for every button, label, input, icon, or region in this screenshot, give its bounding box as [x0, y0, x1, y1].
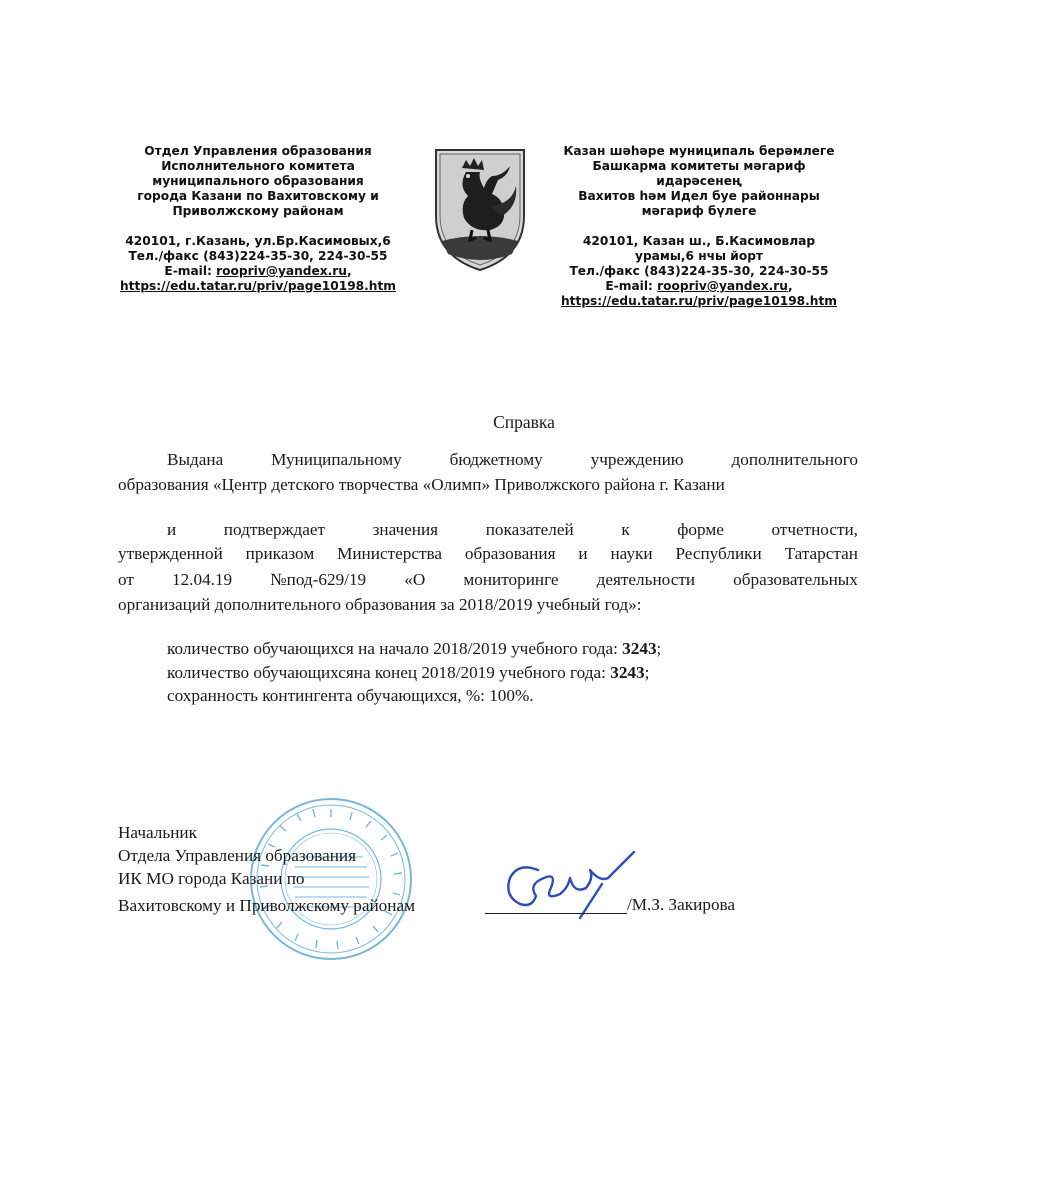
word: бюджетному	[449, 450, 543, 469]
header-left-email-link[interactable]: roopriv@yandex.ru	[216, 264, 347, 278]
word: к	[621, 520, 630, 539]
header-right	[548, 144, 850, 309]
word: показателей	[485, 520, 574, 539]
word: дополнительного	[731, 450, 858, 469]
punct: ;	[656, 639, 662, 658]
word: науки	[610, 544, 653, 563]
header-left-email-line	[108, 264, 408, 279]
para2-line4: организаций дополнительного образования за 2018/2019 учебный год»:	[118, 595, 642, 614]
word: значения	[372, 520, 439, 539]
punct: ;	[644, 663, 650, 682]
metric-line	[167, 639, 661, 659]
metric-value: 3243	[622, 639, 657, 658]
email-label: E-mail:	[605, 279, 658, 293]
para2-line3	[118, 570, 858, 594]
word: мониторинге	[463, 570, 559, 589]
signature-title-line: Начальник	[118, 823, 197, 842]
word: образования	[464, 544, 556, 563]
word: 12.04.19	[171, 570, 233, 589]
header-left-line: Отдел Управления образования	[144, 144, 372, 158]
word: «О	[404, 570, 426, 589]
header-right-address: урамы,6 нчы йорт	[635, 249, 763, 263]
word: от	[118, 570, 134, 589]
header-right-line: идарәсенең	[656, 174, 742, 188]
handwritten-signature	[498, 848, 638, 920]
header-left-phone: Тел./факс (843)224-35-30, 224-30-55	[128, 249, 388, 263]
header-right-address: 420101, Казан ш., Б.Касимовлар	[582, 234, 816, 248]
comma: ,	[787, 279, 793, 293]
header-right-line: Вахитов һәм Идел буе районнары	[578, 189, 820, 203]
header-right-email-line	[548, 279, 850, 294]
header-right-line: Башкарма комитеты мәгариф	[592, 159, 806, 173]
para2-line1	[167, 520, 858, 544]
word: учреждению	[590, 450, 684, 469]
signer-name: /М.З. Закирова	[627, 895, 736, 914]
metric-label: количество обучающихсяна конец 2018/2019 учебного года:	[167, 663, 611, 682]
word: образовательных	[733, 570, 858, 589]
header-left-address: 420101, г.Казань, ул.Бр.Касимовых,6	[125, 234, 391, 248]
signature-title-line: Вахитовскому и Приволжскому районам	[118, 896, 415, 915]
word: Муниципальному	[271, 450, 402, 469]
word: Выдана	[167, 450, 224, 469]
word: приказом	[245, 544, 315, 563]
para2-line2	[118, 544, 858, 568]
word: подтверждает	[223, 520, 325, 539]
signature-line	[485, 913, 627, 914]
kazan-coat-of-arms-emblem	[432, 146, 528, 274]
header-right-line: мәгариф бүлеге	[641, 204, 757, 218]
metric-line: сохранность контингента обучающихся, %: 100%.	[167, 686, 534, 705]
word: деятельности	[596, 570, 696, 589]
word: Татарстан	[784, 544, 858, 563]
word: №под-629/19	[270, 570, 367, 589]
word: Республики	[675, 544, 762, 563]
metric-label: количество обучающихся на начало 2018/2019 учебного года:	[167, 639, 623, 658]
header-right-url-link[interactable]: https://edu.tatar.ru/priv/page10198.htm	[561, 294, 837, 308]
word: форме	[677, 520, 724, 539]
word: и	[578, 544, 588, 563]
header-left-line: города Казани по Вахитовскому и	[137, 189, 379, 203]
header-left-line: Исполнительного комитета	[161, 159, 355, 173]
word: утвержденной	[118, 544, 223, 563]
header-right-phone: Тел./факс (843)224-35-30, 224-30-55	[569, 264, 829, 278]
header-left-url-link[interactable]: https://edu.tatar.ru/priv/page10198.htm	[120, 279, 396, 293]
word: Министерства	[337, 544, 442, 563]
word: и	[167, 520, 177, 539]
header-left	[108, 144, 408, 294]
para1-line2: образования «Центр детского творчества «Олимп» Приволжского района г. Казани	[118, 475, 725, 494]
signature-title-line: Отдела Управления образования	[118, 846, 357, 865]
metric-value: 3243	[610, 663, 645, 682]
header-left-line: Приволжскому районам	[172, 204, 344, 218]
email-label: E-mail:	[164, 264, 217, 278]
header-right-email-link[interactable]: roopriv@yandex.ru	[657, 279, 788, 293]
document-title: Справка	[493, 412, 555, 432]
header-right-line: Казан шәһәре муниципаль берәмлеге	[563, 144, 835, 158]
signature-title-line: ИК МО города Казани по	[118, 869, 305, 888]
metric-line	[167, 663, 649, 683]
comma: ,	[346, 264, 352, 278]
word: отчетности,	[771, 520, 858, 539]
header-left-line: муниципального образования	[152, 174, 364, 188]
para1-line1	[167, 450, 858, 474]
